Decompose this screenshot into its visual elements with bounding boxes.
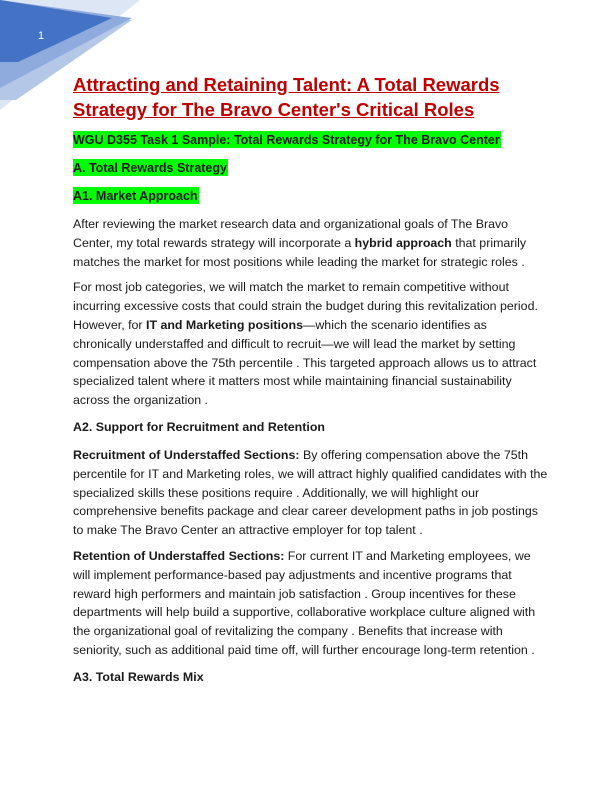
bold-term: Recruitment of Understaffed Sections: — [73, 447, 300, 462]
sample-heading-row — [73, 131, 548, 149]
section-a2-heading: A2. Support for Recruitment and Retention — [73, 419, 325, 434]
section-a3-heading: A3. Total Rewards Mix — [73, 669, 204, 684]
paragraph-text: After reviewing the market research data and organizational goals of The Bravo Center, my total rewards strategy will incorporate a — [73, 217, 509, 250]
bold-term: IT and Marketing positions — [146, 317, 303, 332]
bold-term: hybrid approach — [354, 235, 452, 250]
paragraph-text: that primarily matches the market for most positions while leading the market for strategic roles . — [73, 235, 527, 269]
section-a1-heading: A1. Market Approach — [73, 189, 198, 203]
paragraph-job-categories — [73, 278, 548, 410]
document-title: Attracting and Retaining Talent: A Total Rewards Strategy for The Bravo Center's Critical Roles — [73, 74, 500, 120]
section-a-row — [73, 159, 548, 177]
paragraph-text: For most job categories, we will match the market to remain competitive without incurring excessive costs that could strain the budget during this revitalization period. However, for — [73, 280, 538, 332]
section-a-heading: A. Total Rewards Strategy — [73, 161, 227, 175]
paragraph-retention — [73, 547, 548, 660]
paragraph-text: For current IT and Marketing employees, we will implement performance-based pay adjustments and incentive programs that reward high performers and maintain job satisfaction . Group incentives for these departments will help build a supportive, collaborative workplace culture aligned with the organizational goal of revitalizing the company . Benefits that increase with seniority, such as additional paid time off, will further encourage long-term retention . — [73, 548, 536, 657]
page-number: 1 — [38, 30, 45, 42]
bold-term: Retention of Understaffed Sections: — [73, 548, 285, 563]
paragraph-text: —which the scenario identifies as chronically understaffed and difficult to recruit—we will lead the market by setting compensation above the 75th percentile . This targeted approach allows us to attract specialized talent where it matters most while maintaining financial sustainability across the organization . — [73, 317, 537, 408]
sample-heading: WGU D355 Task 1 Sample: Total Rewards Strategy for The Bravo Center — [73, 133, 500, 147]
paragraph-market-approach — [73, 215, 548, 271]
document-body — [73, 72, 548, 696]
paragraph-recruitment — [73, 446, 548, 540]
paragraph-text: By offering compensation above the 75th percentile for IT and Marketing roles, we will attract highly qualified candidates with the specialized skills these positions require . Additionally, we will highlight our comprehensive benefits package and clear career development paths in job postings to make The Bravo Center an attractive employer for top talent . — [73, 447, 548, 538]
section-a1-row — [73, 187, 548, 205]
